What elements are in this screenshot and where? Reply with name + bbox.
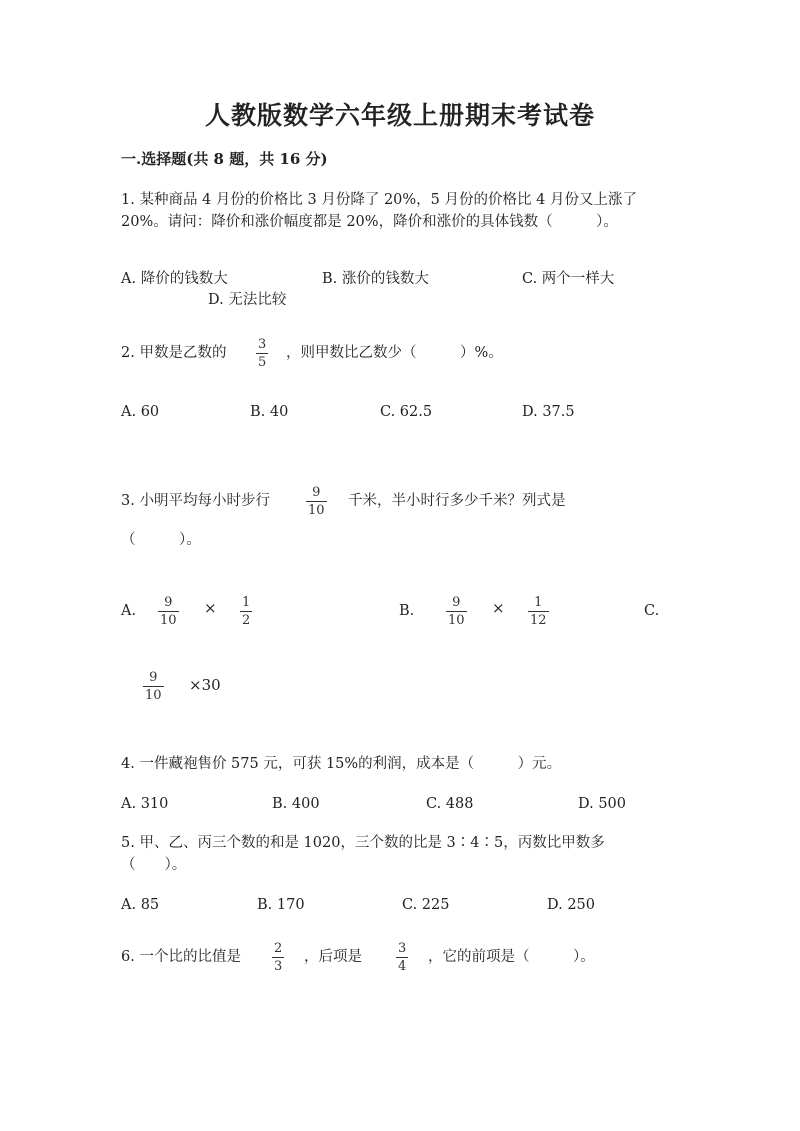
q2-prefix: 2. 甲数是乙数的 <box>121 345 227 361</box>
fraction-bar <box>306 501 327 502</box>
q3-option-b-label[interactable]: B. <box>399 603 415 619</box>
q1-option-d[interactable]: D. 无法比较 <box>208 292 287 308</box>
fraction-bar <box>240 611 252 612</box>
q5-option-a[interactable]: A. 85 <box>121 897 160 913</box>
q2-fraction <box>256 337 268 370</box>
section-heading: 一.选择题(共 8 题，共 16 分) <box>121 150 328 168</box>
q3-option-c-fraction <box>143 670 164 703</box>
fraction-bar <box>256 353 268 354</box>
multiply-sign: × <box>204 599 217 617</box>
q6-fraction2 <box>396 941 408 974</box>
q6-prefix: 6. 一个比的比值是 <box>121 949 241 965</box>
q3-prefix: 3. 小明平均每小时步行 <box>121 493 270 509</box>
q3-line2: （ ）。 <box>121 532 201 548</box>
fraction-bar <box>446 611 467 612</box>
fraction-numerator: 2 <box>274 941 283 956</box>
q2-option-d[interactable]: D. 37.5 <box>522 404 575 420</box>
q2-suffix: ，则甲数比乙数少（ ）%。 <box>286 345 503 361</box>
q4-option-b[interactable]: B. 400 <box>272 796 320 812</box>
q1-line1: 1. 某种商品 4 月份的价格比 3 月份降了 20%，5 月份的价格比 4 月份又上涨了 <box>121 192 637 208</box>
multiply-sign: × <box>492 599 505 617</box>
exam-title: 人教版数学六年级上册期末考试卷 <box>204 101 595 130</box>
q5-option-d[interactable]: D. 250 <box>547 897 596 913</box>
fraction-bar <box>143 686 164 687</box>
q5-line1: 5. 甲、乙、丙三个数的和是 1020，三个数的比是 3∶4∶5，丙数比甲数多 <box>121 835 605 851</box>
q3-option-c-tail: ×30 <box>189 676 221 694</box>
q1-option-a[interactable]: A. 降价的钱数大 <box>121 271 228 287</box>
q3-option-b-fraction1 <box>446 595 467 628</box>
q3-fraction-denominator: 10 <box>308 503 325 518</box>
q3-option-b-fraction2 <box>528 595 549 628</box>
fraction-numerator: 9 <box>164 595 173 610</box>
q5-option-c[interactable]: C. 225 <box>402 897 450 913</box>
fraction-numerator: 1 <box>534 595 543 610</box>
q5-line2: （ ）。 <box>121 857 187 873</box>
fraction-bar <box>528 611 549 612</box>
q2-fraction-numerator: 3 <box>258 337 267 352</box>
q5-option-b[interactable]: B. 170 <box>257 897 305 913</box>
q1-option-c[interactable]: C. 两个一样大 <box>522 271 615 287</box>
q1-option-b[interactable]: B. 涨价的钱数大 <box>322 271 429 287</box>
q4-option-c[interactable]: C. 488 <box>426 796 474 812</box>
q1-line2: 20%。请问：降价和涨价幅度都是 20%，降价和涨价的具体钱数（ ）。 <box>121 214 618 230</box>
fraction-bar <box>396 957 408 958</box>
fraction-bar <box>272 957 284 958</box>
fraction-numerator: 3 <box>398 941 407 956</box>
q3-option-a-label[interactable]: A. <box>121 603 137 619</box>
fraction-numerator: 1 <box>242 595 251 610</box>
fraction-denominator: 10 <box>160 613 177 628</box>
q6-suffix: ，它的前项是（ ）。 <box>428 949 595 965</box>
q3-option-a-fraction2 <box>240 595 252 628</box>
q2-fraction-denominator: 5 <box>258 355 267 370</box>
fraction-numerator: 9 <box>149 670 158 685</box>
fraction-denominator: 10 <box>448 613 465 628</box>
fraction-denominator: 4 <box>398 959 407 974</box>
fraction-denominator: 3 <box>274 959 283 974</box>
q4-option-d[interactable]: D. 500 <box>578 796 627 812</box>
fraction-denominator: 12 <box>530 613 547 628</box>
q3-option-a-fraction1 <box>158 595 179 628</box>
fraction-denominator: 2 <box>242 613 251 628</box>
fraction-denominator: 10 <box>145 688 162 703</box>
q2-option-c[interactable]: C. 62.5 <box>380 404 433 420</box>
q4-option-a[interactable]: A. 310 <box>121 796 169 812</box>
fraction-numerator: 9 <box>452 595 461 610</box>
q3-suffix: 千米，半小时行多少千米？列式是 <box>348 493 566 509</box>
q3-option-c-label[interactable]: C. <box>644 603 660 619</box>
q3-fraction <box>306 485 327 518</box>
q6-mid: ，后项是 <box>304 949 362 965</box>
q2-option-b[interactable]: B. 40 <box>250 404 289 420</box>
q2-option-a[interactable]: A. 60 <box>121 404 160 420</box>
fraction-bar <box>158 611 179 612</box>
q4-text: 4. 一件藏袍售价 575 元，可获 15%的利润，成本是（ ）元。 <box>121 756 562 772</box>
q3-fraction-numerator: 9 <box>312 485 321 500</box>
q6-fraction1 <box>272 941 284 974</box>
